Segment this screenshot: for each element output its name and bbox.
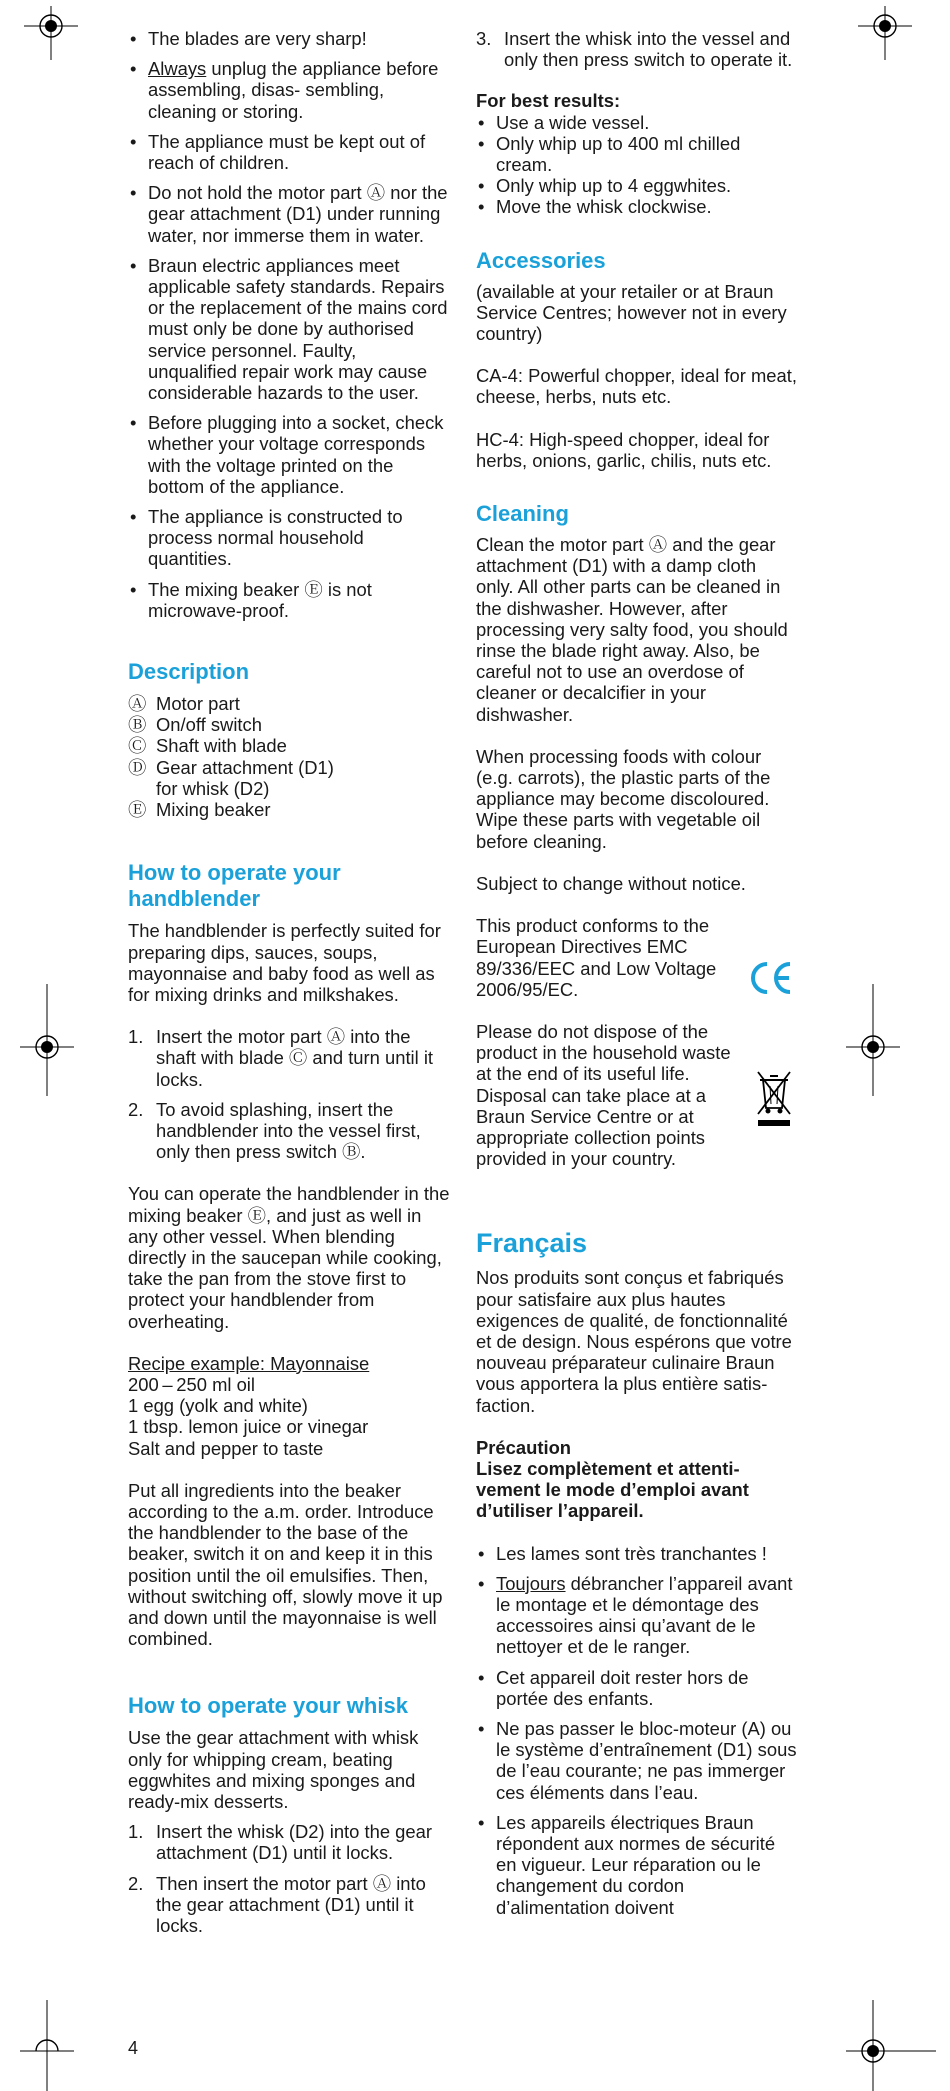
francais-intro: Nos produits sont conçus et fabriqués pour satisfaire aux plus hautes exigences de qualité, de fonctionnalité et de design. Nous espérons que votre nouveau préparateur culinaire Braun vous apportera la plus entière satis- faction. — [476, 1267, 792, 1416]
bullet-text: débrancher l’appareil avant le montage et le démontage des accessoires ainsi qu’avant de le nettoyer et de le ranger. — [496, 1572, 793, 1658]
toujours-word: Toujours — [496, 1572, 566, 1594]
safety-bullet: • Braun electric appliances meet applicable safety standards. Repairs or the replacement of the mains cord must only be done by authorised service personnel. Faulty, unqualified repair work may cause considerable hazards to the user. — [128, 255, 450, 403]
ce-mark-icon — [748, 958, 796, 998]
registration-mark-mid-left — [20, 984, 74, 1096]
recipe-line: 1 egg (yolk and white) — [128, 1395, 308, 1417]
recipe-line: 1 tbsp. lemon juice or vinegar — [128, 1416, 369, 1438]
precaution-bullet: • Cet appareil doit rester hors de portée des enfants. — [476, 1667, 798, 1709]
whisk-step — [128, 1873, 450, 1937]
part-code: Ⓑ — [128, 714, 147, 736]
accessories-paragraph: CA-4: Powerful chopper, ideal for meat, cheese, herbs, nuts etc. — [476, 365, 797, 408]
disposal-text: Please do not dispose of the product in the household waste at the end of its useful life. Disposal can take place at a Braun Service Centre or at appropriate collection points provided in your country. — [476, 1020, 731, 1170]
bullet-text: unplug the appliance before assembling, disas- sembling, cleaning or storing. — [148, 58, 439, 122]
safety-bullet — [128, 58, 450, 122]
accessories-paragraph: HC-4: High-speed chopper, ideal for herbs, onions, garlic, chilis, nuts etc. — [476, 428, 772, 471]
part-text: for whisk (D2) — [156, 777, 270, 799]
part-text: Motor part — [156, 693, 240, 715]
best-results-heading: For best results: — [476, 90, 621, 112]
whisk-step — [128, 1821, 450, 1863]
safety-bullet: • The blades are very sharp! — [128, 28, 450, 49]
safety-bullet: • Do not hold the motor part Ⓐ nor the gear attachment (D1) under running water, nor immerse them in water. — [128, 182, 450, 246]
part-text: Shaft with blade — [156, 735, 287, 757]
handblender-step — [128, 1099, 450, 1163]
step-text: Insert the whisk into the vessel and only then press switch to operate it. — [504, 28, 793, 71]
recipe-line: Salt and pepper to taste — [128, 1437, 324, 1459]
safety-bullet: • The appliance is constructed to process normal household quantities. — [128, 506, 450, 570]
description-item — [128, 735, 450, 756]
registration-mark-top-left — [24, 6, 78, 60]
registration-mark-bottom-right — [846, 2000, 936, 2091]
part-code: Ⓐ — [128, 693, 147, 715]
step-number: 1. — [128, 1026, 144, 1048]
registration-mark-top-right — [858, 6, 912, 60]
step-text: Insert the motor part Ⓐ into the shaft with blade Ⓒ and turn until it locks. — [156, 1026, 434, 1090]
description-item — [128, 693, 450, 714]
cleaning-heading: Cleaning — [476, 501, 569, 527]
part-code: Ⓔ — [128, 799, 147, 821]
part-code: Ⓓ — [128, 756, 147, 778]
whisk-step — [476, 28, 798, 70]
precaution-bullet: • Ne pas passer le bloc-moteur (A) ou le système d’entraînement (D1) sous de l’eau courante; ne pas immerger ces éléments dans l’eau. — [476, 1718, 798, 1803]
cleaning-paragraph: When processing foods with colour (e.g. carrots), the plastic parts of the appliance may become discoloured. Wipe these parts with vegetable oil before cleaning. — [476, 745, 771, 852]
description-item — [128, 778, 450, 799]
part-code: Ⓒ — [128, 735, 147, 757]
handblender-paragraph: You can operate the handblender in the mixing beaker Ⓔ, and just as well in any other vessel. When blending directly in the saucepan while cooking, take the pan from the stove first to protect your handblender from overheating. — [128, 1183, 450, 1332]
precaution-bullet — [476, 1573, 798, 1658]
accessories-paragraph: (available at your retailer or at Braun Service Centres; however not in every country) — [476, 280, 787, 345]
precaution-heading: Précaution — [476, 1436, 572, 1458]
left-column — [128, 28, 450, 1945]
safety-bullet: • The appliance must be kept out of reach of children. — [128, 131, 450, 173]
step-number: 1. — [128, 1821, 144, 1843]
best-results-item: • Only whip up to 4 eggwhites. — [476, 175, 798, 196]
best-results-item: • Use a wide vessel. — [476, 112, 798, 133]
description-item — [128, 799, 450, 820]
step-text: Insert the whisk (D2) into the gear attachment (D1) until it locks. — [156, 1821, 432, 1864]
francais-heading: Français — [476, 1228, 588, 1259]
step-number: 2. — [128, 1872, 144, 1894]
part-text: On/off switch — [156, 714, 262, 736]
best-results-item: • Only whip up to 400 ml chilled cream. — [476, 133, 798, 175]
part-text: Mixing beaker — [156, 799, 271, 821]
handblender-intro: The handblender is perfectly suited for preparing dips, sauces, soups, mayonnaise and baby food as well as for mixing drinks and milkshakes. — [128, 920, 441, 1005]
whisk-heading: How to operate your whisk — [128, 1693, 408, 1719]
step-number: 3. — [476, 28, 492, 49]
safety-bullet: • The mixing beaker Ⓔ is not microwave-proof. — [128, 579, 450, 621]
precaution-bullet: • Les appareils électriques Braun répondent aux normes de sécurité en vigueur. Leur réparation ou le changement du cordon d’alimentation doivent — [476, 1812, 798, 1918]
cleaning-paragraph: Subject to change without notice. — [476, 872, 746, 894]
description-item — [128, 714, 450, 735]
page-number: 4 — [128, 2038, 139, 2058]
crop-mark-bottom-left — [20, 2000, 74, 2091]
step-text: Then insert the motor part Ⓐ into the gear attachment (D1) until it locks. — [156, 1872, 426, 1937]
accessories-heading: Accessories — [476, 247, 606, 273]
always-word: Always — [148, 58, 207, 80]
recipe-title: Recipe example: Mayonnaise — [128, 1352, 370, 1374]
whisk-intro: Use the gear attachment with whisk only for whipping cream, beating eggwhites and mixing sponges and ready-mix desserts. — [128, 1727, 419, 1812]
best-results-item: • Move the whisk clockwise. — [476, 196, 798, 217]
precaution-subheading: Lisez complètement et attenti- vement le mode d’emploi avant d’utiliser l’appareil. — [476, 1457, 749, 1522]
recipe-line: 200 – 250 ml oil — [128, 1373, 255, 1395]
cleaning-paragraph: Clean the motor part Ⓐ and the gear attachment (D1) with a damp cloth only. All other parts can be cleaned in the dishwasher. However, after processing very salty food, you should rinse the blade right away. Also, be careful not to use an overdose of cleaner or decalcifier in your dishwasher. — [476, 534, 788, 725]
crossed-out-bin-icon — [754, 1068, 794, 1130]
step-number: 2. — [128, 1098, 144, 1120]
part-text: Gear attachment (D1) — [156, 756, 334, 778]
handblender-step — [128, 1026, 450, 1090]
description-item — [128, 757, 450, 778]
registration-mark-mid-right — [846, 984, 900, 1096]
handblender-heading: How to operate your handblender — [128, 860, 341, 912]
precaution-bullet: • Les lames sont très tranchantes ! — [476, 1543, 798, 1564]
step-text: To avoid splashing, insert the handblender into the vessel first, only then press switch Ⓑ. — [156, 1098, 421, 1163]
recipe-paragraph: Put all ingredients into the beaker according to the a.m. order. Introduce the handblender to the base of the beaker, switch it on and keep it in this position until the oil emulsifies. Then, without switching off, slowly move it up and down until the mayonnaise is well combined. — [128, 1479, 443, 1650]
description-heading: Description — [128, 659, 250, 685]
ce-conformity-text: This product conforms to the European Directives EMC 89/336/EEC and Low Voltage 2006/95/EC. — [476, 915, 717, 1000]
safety-bullet: • Before plugging into a socket, check whether your voltage corresponds with the voltage printed on the bottom of the appliance. — [128, 412, 450, 497]
